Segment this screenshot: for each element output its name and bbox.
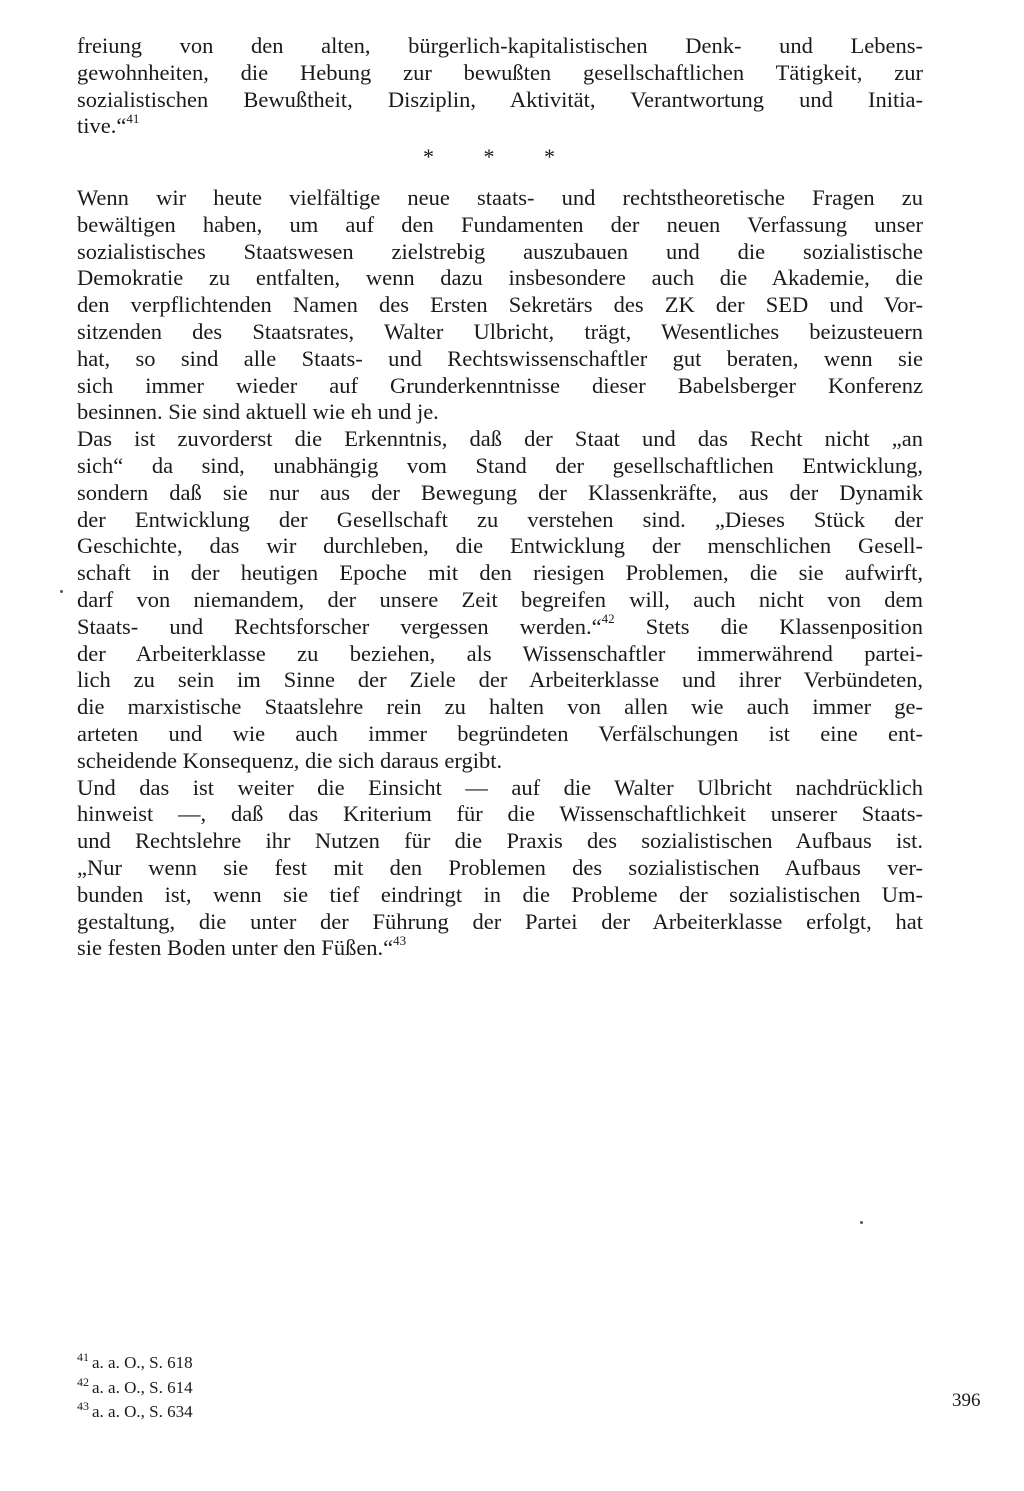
text-line: sich“ da sind, unabhängig vom Stand der gesellschaftlichen Entwicklung, — [77, 452, 923, 478]
footnote — [77, 1351, 193, 1376]
text-line: Geschichte, das wir durchleben, die Entwicklung der menschlichen Gesell- — [77, 533, 923, 559]
text-line: freiung von den alten, bürgerlich-kapitalistischen Denk- und Lebens- — [77, 33, 923, 58]
text-line: sitzenden des Staatsrates, Walter Ulbricht, trägt, Wesentliches beizusteuern — [77, 318, 923, 344]
text-line: darf von niemandem, der unsere Zeit begreifen will, auch nicht von dem — [77, 586, 923, 612]
text-line: hat, so sind alle Staats- und Rechtswissenschaftler gut beraten, wenn sie — [77, 345, 923, 371]
text-line: Das ist zuvorderst die Erkenntnis, daß der Staat und das Recht nicht „an — [77, 426, 923, 452]
text-line: gewohnheiten, die Hebung zur bewußten gesellschaftlichen Tätigkeit, zur — [77, 59, 923, 85]
text-line: besinnen. Sie sind aktuell wie eh und je. — [77, 399, 439, 425]
text-line: gestaltung, die unter der Führung der Partei der Arbeiterklasse erfolgt, hat — [77, 908, 923, 934]
text-line: der Arbeiterklasse zu beziehen, als Wissenschaftler immerwährend partei- — [77, 640, 923, 666]
scan-speck — [860, 1221, 863, 1224]
footnote-reference[interactable]: 41 — [126, 110, 140, 126]
text-line: der Entwicklung der Gesellschaft zu verstehen sind. „Dieses Stück der — [77, 506, 923, 532]
text-line: scheidende Konsequenz, die sich daraus ergibt. — [77, 747, 503, 773]
scan-speck — [60, 590, 63, 593]
footnote-text: a. a. O., S. 618 — [92, 1353, 193, 1372]
intro-paragraph — [77, 33, 923, 140]
footnote-text: a. a. O., S. 614 — [92, 1377, 193, 1397]
footnote — [77, 1400, 193, 1425]
text-line: die marxistische Staatslehre rein zu halten von allen wie auch immer ge- — [77, 694, 923, 720]
page-number: 396 — [952, 1390, 981, 1411]
text-line: bewältigen haben, um auf den Fundamenten der neuen Verfassung unser — [77, 211, 923, 237]
footnotes — [77, 1351, 193, 1425]
text-line: „Nur wenn sie fest mit den Problemen des sozialistischen Aufbaus ver- — [77, 854, 923, 880]
text-line: arteten und wie auch immer begründeten Verfälschungen ist eine ent- — [77, 720, 923, 746]
text-line: sich immer wieder auf Grunderkenntnisse dieser Babelsberger Konferenz — [77, 372, 923, 398]
text-line: Demokratie zu entfalten, wenn dazu insbesondere auch die Akademie, die — [77, 265, 923, 291]
text-line: tive.“$^{41}$ — [77, 110, 140, 139]
text-line: den verpflichtenden Namen des Ersten Sekretärs des ZK der SED und Vor- — [77, 292, 923, 318]
section-separator: * * * — [423, 144, 577, 169]
footnote-number: 41 — [77, 1350, 89, 1365]
paragraph-2 — [77, 426, 923, 774]
text-line: sozialistisches Staatswesen zielstrebig auszubauen und die sozialistische — [77, 238, 923, 264]
text-line: lich zu sein im Sinne der Ziele der Arbeiterklasse und ihrer Verbündeten, — [77, 667, 923, 693]
body-text — [77, 185, 923, 962]
text-line: sie festen Boden unter den Füßen.“$^{43}$ — [77, 932, 407, 961]
text-line: Und das ist weiter die Einsicht — auf die Walter Ulbricht nachdrücklich — [77, 774, 923, 800]
footnote-reference[interactable]: 42 — [601, 611, 615, 627]
paragraph-3 — [77, 775, 923, 963]
paragraph-1 — [77, 185, 923, 426]
footnote-reference[interactable]: 43 — [393, 932, 407, 948]
text-line: Wenn wir heute vielfältige neue staats- und rechtstheoretische Fragen zu — [77, 185, 923, 210]
footnote — [77, 1376, 193, 1401]
text-line: bunden ist, wenn sie tief eindringt in die Probleme der sozialistischen Um- — [77, 881, 923, 907]
footnote-number: 43 — [77, 1399, 89, 1414]
text-line: sozialistischen Bewußtheit, Disziplin, Aktivität, Verantwortung und Initia- — [77, 86, 923, 112]
footnote-number: 42 — [77, 1374, 89, 1389]
footnote-text: a. a. O., S. 634 — [92, 1402, 193, 1421]
text-line: hinweist —, daß das Kriterium für die Wissenschaftlichkeit unserer Staats- — [77, 801, 923, 827]
text-line: Staats- und Rechtsforscher vergessen werden.“$^{42}$ Stets die Klassenposition — [77, 611, 923, 639]
text-line: sondern daß sie nur aus der Bewegung der Klassenkräfte, aus der Dynamik — [77, 479, 923, 505]
text-line: schaft in der heutigen Epoche mit den riesigen Problemen, die sie aufwirft, — [77, 560, 923, 586]
text-line: und Rechtslehre ihr Nutzen für die Praxis des sozialistischen Aufbaus ist. — [77, 828, 923, 854]
